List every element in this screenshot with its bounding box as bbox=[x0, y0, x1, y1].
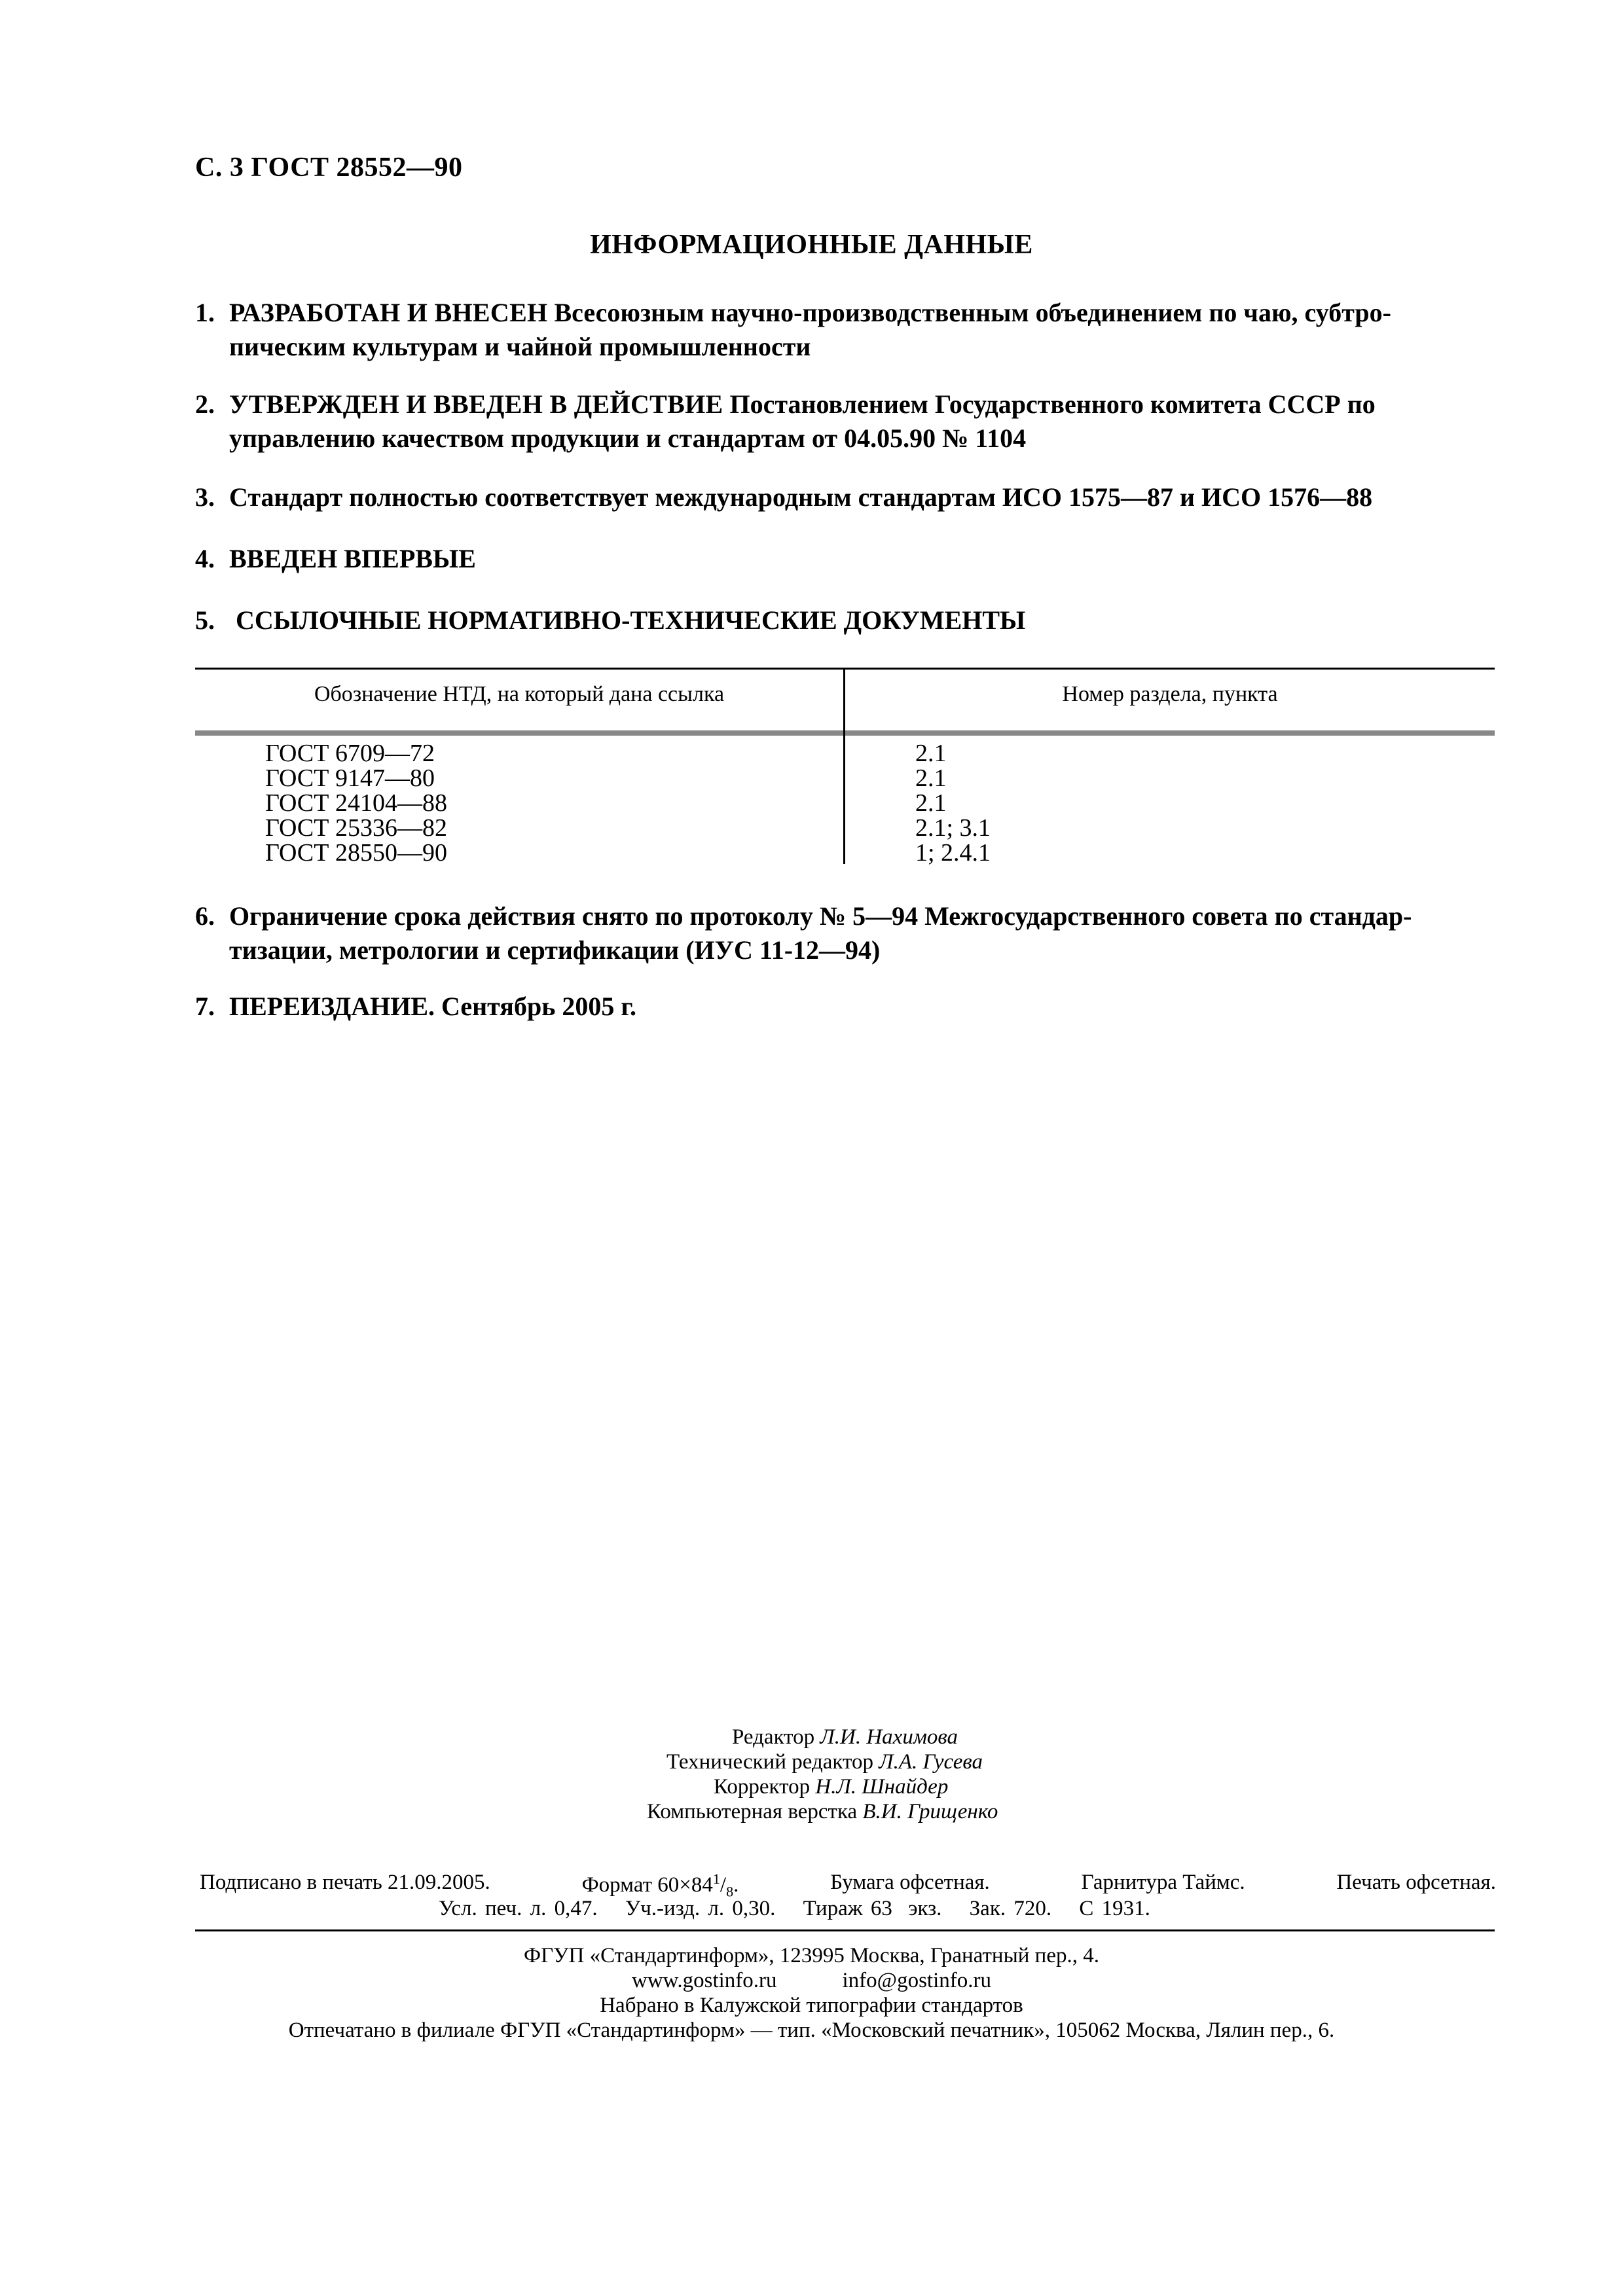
item-lead: УТВЕРЖДЕН И ВВЕДЕН В ДЕЙСТВИЕ bbox=[229, 389, 723, 419]
credit-role: Компьютерная верстка bbox=[647, 1800, 858, 1823]
info-item-7 bbox=[195, 990, 1495, 1024]
item-continuation: управлению качеством продукции и стандартам от 04.05.90 № 1104 bbox=[229, 423, 1027, 453]
item-text: ПЕРЕИЗДАНИЕ. Сентябрь 2005 г. bbox=[229, 992, 636, 1021]
table-cell-designation: ГОСТ 28550—90 bbox=[265, 839, 447, 867]
order-number: Зак. 720. bbox=[969, 1897, 1052, 1920]
catalog-number: С 1931. bbox=[1079, 1897, 1150, 1920]
credit-role: Технический редактор bbox=[666, 1750, 873, 1774]
credit-name: В.И. Грищенко bbox=[862, 1800, 998, 1823]
item-continuation: пическим культурам и чайной промышленности bbox=[229, 332, 811, 361]
item-number: 3. bbox=[195, 482, 215, 512]
print-run: Тираж 63 экз. bbox=[803, 1897, 942, 1920]
publication-details-row2 bbox=[439, 1897, 1170, 1921]
table-cell-section: 2.1 bbox=[915, 789, 947, 817]
info-item-2 bbox=[195, 387, 1495, 456]
page-header: С. 3 ГОСТ 28552—90 bbox=[195, 152, 463, 183]
table-row bbox=[195, 816, 1495, 840]
table-row bbox=[195, 840, 1495, 865]
publisher-sheets: Уч.-изд. л. 0,30. bbox=[625, 1897, 776, 1920]
item-text: Всесоюзным научно-производственным объединением по чаю, субтро- bbox=[547, 298, 1391, 327]
info-item-4 bbox=[195, 542, 1495, 576]
credit-editor bbox=[732, 1725, 958, 1749]
credit-role: Корректор bbox=[714, 1775, 811, 1799]
signed-to-print: Подписано в печать 21.09.2005. bbox=[200, 1871, 490, 1894]
print-type: Печать офсетная. bbox=[1336, 1871, 1496, 1894]
item-text: ССЫЛОЧНЫЕ НОРМАТИВНО-ТЕХНИЧЕСКИЕ ДОКУМЕНТЫ bbox=[229, 605, 1026, 635]
table-header-section: Номер раздела, пункта bbox=[1062, 682, 1278, 706]
format-fraction-numerator: 1 bbox=[712, 1871, 720, 1887]
format-fraction-denominator: 8 bbox=[726, 1883, 734, 1900]
table-cell-section: 2.1; 3.1 bbox=[915, 814, 991, 842]
item-lead: РАЗРАБОТАН И ВНЕСЕН bbox=[229, 298, 548, 327]
table-cell-designation: ГОСТ 9147—80 bbox=[265, 764, 435, 792]
table-cell-section: 2.1 bbox=[915, 740, 947, 767]
item-number: 2. bbox=[195, 389, 215, 419]
credit-proofreader bbox=[714, 1775, 948, 1799]
info-item-1 bbox=[195, 296, 1495, 364]
imprint-contacts bbox=[0, 1969, 1623, 1993]
publication-details-row1 bbox=[200, 1871, 1496, 1901]
credit-role: Редактор bbox=[732, 1725, 815, 1749]
imprint-printed: Отпечатано в филиале ФГУП «Стандартинформ» — тип. «Московский печатник», 105062 Москва, Лялин пер., 6. bbox=[288, 2018, 1335, 2042]
credit-tech-editor bbox=[666, 1750, 983, 1774]
imprint-publisher: ФГУП «Стандартинформ», 123995 Москва, Гранатный пер., 4. bbox=[524, 1944, 1099, 1967]
item-number: 5. bbox=[195, 605, 215, 635]
info-item-5 bbox=[195, 603, 1495, 637]
table-cell-designation: ГОСТ 24104—88 bbox=[265, 789, 447, 817]
credit-name: Л.И. Нахимова bbox=[820, 1725, 958, 1749]
item-continuation: тизации, метрологии и сертификации (ИУС 11-12—94) bbox=[229, 935, 881, 965]
table-header-designation: Обозначение НТД, на который дана ссылка bbox=[314, 682, 725, 706]
reference-documents-table bbox=[195, 668, 1495, 867]
imprint-email: info@gostinfo.ru bbox=[842, 1969, 991, 1992]
item-text: ВВЕДЕН ВПЕРВЫЕ bbox=[229, 544, 476, 573]
credit-name: Н.Л. Шнайдер bbox=[815, 1775, 949, 1799]
page-title: ИНФОРМАЦИОННЫЕ ДАННЫЕ bbox=[590, 230, 1033, 260]
credit-layout bbox=[647, 1800, 998, 1824]
typeface: Гарнитура Таймс. bbox=[1081, 1871, 1245, 1894]
item-text: Стандарт полностью соответствует международным стандартам ИСО 1575—87 и ИСО 1576—88 bbox=[229, 482, 1373, 512]
item-number: 6. bbox=[195, 901, 215, 931]
info-item-3 bbox=[195, 480, 1495, 514]
table-cell-section: 1; 2.4.1 bbox=[915, 839, 991, 867]
format: Формат $60\times 84^1/_8$. bbox=[581, 1871, 739, 1900]
paper: Бумага офсетная. bbox=[830, 1871, 990, 1894]
format-label: Формат 60×84 bbox=[581, 1873, 713, 1897]
info-item-6 bbox=[195, 899, 1495, 967]
item-number: 7. bbox=[195, 992, 215, 1021]
imprint-typeset: Набрано в Калужской типографии стандартов bbox=[600, 1994, 1023, 2017]
item-number: 1. bbox=[195, 298, 215, 327]
table-row bbox=[195, 741, 1495, 766]
table-cell-designation: ГОСТ 25336—82 bbox=[265, 814, 447, 842]
item-text: Ограничение срока действия снято по протоколу № 5—94 Межгосударственного совета по стандар- bbox=[229, 901, 1412, 931]
imprint-website: www.gostinfo.ru bbox=[632, 1969, 777, 1992]
imprint-divider bbox=[195, 1929, 1495, 1931]
table-cell-section: 2.1 bbox=[915, 764, 947, 792]
table-row bbox=[195, 766, 1495, 791]
table-row bbox=[195, 791, 1495, 816]
item-number: 4. bbox=[195, 544, 215, 573]
credit-name: Л.А. Гусева bbox=[879, 1750, 983, 1774]
table-cell-designation: ГОСТ 6709—72 bbox=[265, 740, 435, 767]
item-text: Постановлением Государственного комитета СССР по bbox=[723, 389, 1376, 419]
conventional-sheets: Усл. печ. л. 0,47. bbox=[439, 1897, 598, 1920]
